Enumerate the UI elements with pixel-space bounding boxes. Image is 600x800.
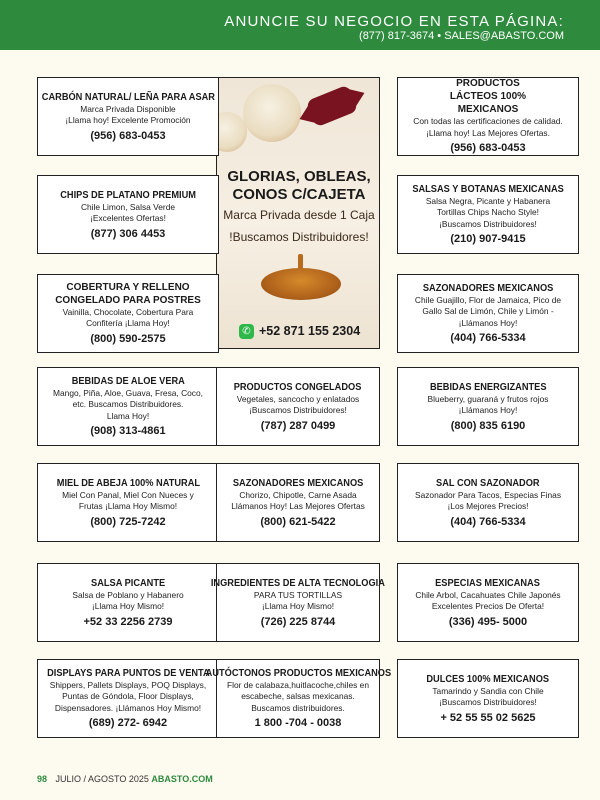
ad-description: ¡Llama Hoy Mismo! — [91, 601, 165, 611]
ad-description: Chorizo, Chipotle, Carne Asada — [239, 489, 357, 500]
ad-box[interactable] — [37, 659, 219, 738]
wafer-cookie-image — [243, 84, 301, 142]
ad-description: Marca Privada Disponible — [80, 103, 176, 114]
ad-title: SAZONADORES MEXICANOS — [232, 476, 364, 489]
ad-phone[interactable]: (956) 683-0453 — [450, 142, 526, 154]
ad-title: BEBIDAS DE ALOE VERA — [71, 374, 185, 387]
ad-title: SAZONADORES MEXICANOS — [422, 281, 554, 294]
page-footer — [37, 774, 213, 784]
ad-title: SALSA PICANTE — [90, 576, 166, 589]
feature-subtitle: Marca Privada desde 1 Caja — [223, 208, 375, 222]
ad-phone[interactable]: (336) 495- 5000 — [448, 615, 528, 628]
advertise-heading: ANUNCIE SU NEGOCIO EN ESTA PÁGINA: — [224, 13, 564, 30]
ad-description: ¡Llámanos Hoy! — [458, 317, 518, 328]
ad-box[interactable] — [216, 367, 380, 446]
ad-box[interactable] — [37, 77, 219, 156]
ad-phone[interactable]: (877) 306 4453 — [90, 227, 166, 240]
ad-description: Salsa Negra, Picante y Habanera — [425, 195, 551, 206]
ad-title: COBERTURA Y RELLENO CONGELADO PARA POSTRES — [55, 281, 201, 306]
ad-title: MIEL DE ABEJA 100% NATURAL — [56, 476, 200, 489]
ad-description: Chile Arbol, Cacahuates Chile Japonés — [415, 589, 561, 600]
site-link[interactable]: ABASTO.COM — [151, 774, 213, 784]
ad-box[interactable] — [397, 77, 579, 156]
feature-title-line2: CONOS C/CAJETA — [232, 186, 366, 203]
ad-title: AUTÓCTONOS PRODUCTOS MEXICANOS — [205, 666, 391, 679]
ad-description: Tamarindo y Sandia con Chile — [432, 685, 544, 696]
ad-description: Vainilla, Chocolate, Cobertura Para — [62, 306, 194, 317]
ad-box[interactable] — [216, 463, 380, 542]
ad-description: Mango, Piña, Aloe, Guava, Fresa, Coco, — [53, 387, 203, 398]
ad-description: ¡Buscamos Distribuidores! — [439, 218, 537, 229]
ad-box[interactable] — [37, 274, 219, 353]
header-banner — [0, 0, 600, 50]
ad-description: Blueberry, guaraná y frutos rojos — [427, 393, 549, 404]
ad-title: PRODUCTOS CONGELADOS — [234, 380, 362, 393]
ad-box[interactable] — [37, 175, 219, 254]
ad-description: Puntas de Góndola, Floor Displays, — [62, 691, 194, 702]
ad-phone[interactable]: (800) 590-2575 — [90, 332, 166, 345]
ad-box[interactable] — [397, 563, 579, 642]
ad-description: ¡Buscamos Distribuidores! — [439, 697, 537, 707]
ad-phone[interactable]: (956) 683-0453 — [90, 129, 166, 142]
ad-description: Chile Guajillo, Flor de Jamaica, Pico de — [414, 294, 562, 305]
ad-phone[interactable]: (726) 225 8744 — [260, 615, 336, 628]
ad-phone[interactable]: (787) 287 0499 — [260, 419, 336, 432]
ad-title: DISPLAYS PARA PUNTOS DE VENTA — [46, 666, 210, 679]
ad-description: Vegetales, sancocho y enlatados — [236, 393, 360, 404]
ad-box[interactable] — [205, 659, 391, 738]
ad-phone[interactable]: (800) 835 6190 — [450, 419, 526, 432]
ad-title: CARBÓN NATURAL/ LEÑA PARA ASAR — [41, 90, 215, 103]
ad-phone[interactable]: +52 33 2256 2739 — [83, 615, 173, 628]
feature-title-line1: GLORIAS, OBLEAS, — [227, 168, 371, 185]
feature-title — [217, 168, 381, 204]
ad-description: ¡Buscamos Distribuidores! — [249, 405, 347, 415]
ad-title: PRODUCTOS LÁCTEOS 100% MEXICANOS — [449, 78, 527, 115]
ad-description: Flor de calabaza,huitlacoche,chiles en — [227, 679, 369, 690]
ad-box[interactable] — [37, 563, 219, 642]
ad-description: Chile Limon, Salsa Verde — [80, 201, 176, 212]
caramel-pool-image — [261, 268, 341, 300]
ad-description: escabeche, salsas mexicanas. — [241, 691, 355, 702]
ad-title: DULCES 100% MEXICANOS — [426, 672, 550, 685]
ad-title: SALSAS Y BOTANAS MEXICANAS — [412, 182, 564, 195]
ad-title: SAL CON SAZONADOR — [436, 476, 540, 489]
ad-box[interactable] — [37, 367, 219, 446]
ad-description: Llámanos Hoy! Las Mejores Ofertas — [231, 501, 365, 511]
ad-description: ¡Los Mejores Precios! — [447, 501, 529, 511]
ad-description: Miel Con Panal, Miel Con Nueces y — [62, 489, 194, 500]
candy-image — [305, 84, 358, 127]
whatsapp-icon: ✆ — [239, 324, 254, 339]
ad-description: Buscamos distribuidores. — [251, 702, 345, 713]
ad-phone[interactable]: (908) 313-4861 — [90, 425, 166, 438]
ad-description: Gallo Sal de Limón, Chile y Limón - — [422, 306, 554, 317]
ad-description: ¡Llama hoy! Excelente Promoción — [65, 115, 191, 125]
ad-box[interactable] — [397, 463, 579, 542]
ad-phone[interactable]: (404) 766-5334 — [450, 515, 526, 528]
ad-box[interactable] — [397, 367, 579, 446]
issue-date: JULIO / AGOSTO 2025 — [55, 774, 149, 784]
ad-description: Sazonador Para Tacos, Especias Finas — [414, 489, 562, 500]
ad-description: Frutas ¡Llama Hoy Mismo! — [78, 501, 178, 511]
ad-box[interactable] — [37, 463, 219, 542]
ad-description: ¡Llama Hoy Mismo! — [261, 601, 335, 611]
ad-title: INGREDIENTES DE ALTA TECNOLOGIA — [210, 576, 386, 589]
ad-description: Shippers, Pallets Displays, POQ Displays, — [49, 679, 207, 690]
advertise-contact: (877) 817-3674 • SALES@ABASTO.COM — [359, 30, 564, 42]
ad-box[interactable] — [397, 274, 579, 353]
ad-title: BEBIDAS ENERGIZANTES — [429, 380, 547, 393]
ad-description: ¡Llámanos Hoy! — [458, 405, 518, 415]
feature-phone[interactable]: +52 871 155 2304 — [259, 324, 361, 338]
ad-title: ESPECIAS MEXICANAS — [435, 576, 541, 589]
ad-description: ¡Llama hoy! Las Mejores Ofertas. — [426, 127, 550, 138]
ad-description: PARA TUS TORTILLAS — [253, 589, 343, 600]
ad-description: ¡Excelentes Ofertas! — [90, 213, 166, 223]
ad-description: Dispensadores. ¡Llámanos Hoy Mismo! — [54, 702, 202, 713]
ad-phone[interactable]: (800) 725-7242 — [90, 515, 166, 528]
feature-distributors: !Buscamos Distribuidores! — [229, 230, 369, 244]
ad-description: Llama Hoy! — [106, 410, 150, 421]
page-number: 98 — [37, 774, 48, 784]
ad-description: Con todas las certificaciones de calidad. — [413, 116, 563, 126]
ad-description: Excelentes Precios De Oferta! — [431, 601, 545, 611]
ad-phone[interactable]: (210) 907-9415 — [450, 233, 526, 246]
ad-box[interactable] — [210, 563, 386, 642]
ad-description: Confitería ¡Llama Hoy! — [86, 318, 170, 328]
ad-phone[interactable]: (404) 766-5334 — [450, 332, 526, 345]
ad-description: Salsa de Poblano y Habanero — [72, 589, 184, 600]
ad-box[interactable] — [397, 659, 579, 738]
feature-ad[interactable] — [216, 77, 380, 349]
ad-phone[interactable]: (689) 272- 6942 — [88, 717, 168, 730]
ad-description: Tortillas Chips Nacho Style! — [437, 207, 539, 218]
ad-description: etc. Buscamos Distribuidores. — [72, 399, 184, 410]
ad-phone[interactable]: 1 800 -704 - 0038 — [254, 717, 342, 730]
ad-box[interactable] — [397, 175, 579, 254]
ad-phone[interactable]: + 52 55 55 02 5625 — [440, 711, 536, 724]
ad-title: CHIPS DE PLATANO PREMIUM — [60, 188, 196, 201]
ad-phone[interactable]: (800) 621-5422 — [260, 515, 336, 528]
